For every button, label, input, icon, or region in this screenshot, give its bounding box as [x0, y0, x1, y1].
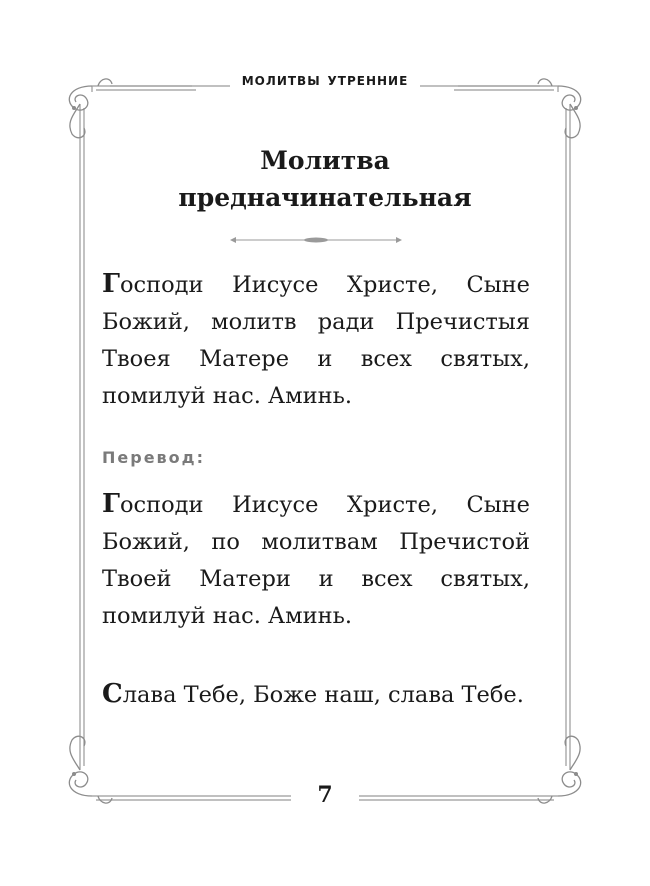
prayer-title-line2: предначинательная: [178, 183, 472, 212]
page-number: [0, 782, 650, 808]
doxology-text: [102, 676, 530, 714]
doxology-dropcap: С: [102, 679, 123, 709]
prayer-body: осподи Иисусе Христе, Сыне Божий, молитв ради Пречистыя Твоея Матере и всех святых, помилуй нас. Аминь.: [102, 272, 530, 409]
prayer-dropcap: Г: [102, 269, 120, 299]
running-header-text: молитвы утренние: [230, 70, 421, 90]
translation-text: [102, 486, 530, 635]
translation-dropcap: Г: [102, 489, 120, 519]
translation-label: Перевод:: [102, 448, 205, 467]
page-number-text: 7: [291, 782, 358, 808]
prayer-text: [102, 266, 530, 415]
prayer-title: [0, 142, 650, 216]
prayer-title-line1: Молитва: [260, 146, 390, 175]
translation-body: осподи Иисусе Христе, Сыне Божий, по молитвам Пречистой Твоей Матери и всех святых, помилуй нас. Аминь.: [102, 492, 530, 629]
ornamental-divider: [230, 234, 402, 246]
doxology-body: лава Тебе, Боже наш, слава Тебе.: [122, 682, 524, 708]
running-header: [0, 70, 650, 90]
